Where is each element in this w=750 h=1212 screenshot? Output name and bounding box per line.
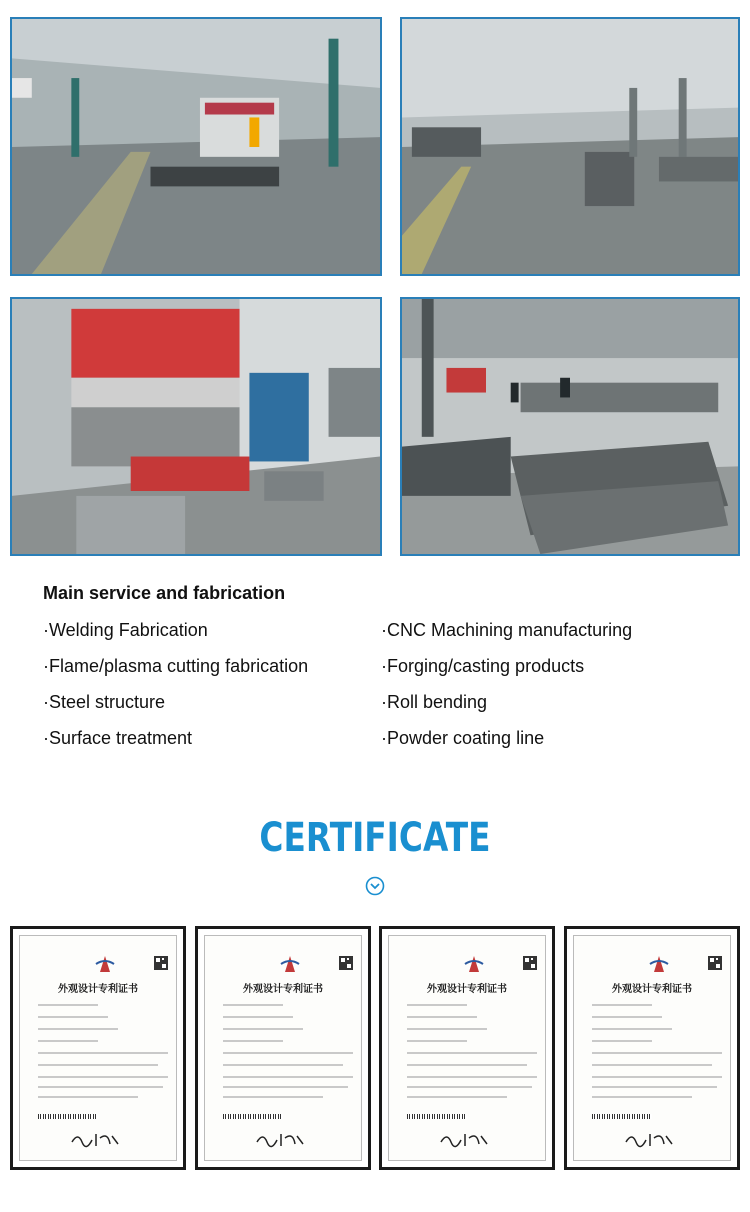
- service-item: ·Surface treatment: [43, 728, 193, 748]
- patent-seal-icon: [277, 954, 303, 974]
- factory-photo-press-brake: [10, 297, 382, 556]
- certificate-title: 外观设计专利证书: [612, 984, 692, 995]
- certificate-title: 外观设计专利证书: [58, 984, 138, 995]
- factory-photo-steel-plates: [400, 297, 740, 556]
- certificate-1: [10, 926, 186, 1170]
- qr-code-icon: [154, 956, 168, 970]
- qr-code-icon: [708, 956, 722, 970]
- signature: [624, 1130, 674, 1148]
- service-item: ·Steel structure: [43, 692, 166, 712]
- certificate-4: [564, 926, 740, 1170]
- signature: [255, 1130, 305, 1148]
- patent-seal-icon: [92, 954, 118, 974]
- qr-code-icon: [339, 956, 353, 970]
- service-item: ·Flame/plasma cutting fabrication: [43, 656, 309, 676]
- service-item: ·Forging/casting products: [381, 656, 585, 676]
- certificate-heading: CERTIFICATE: [259, 815, 491, 861]
- service-item: ·Welding Fabrication: [43, 620, 208, 640]
- patent-seal-icon: [646, 954, 672, 974]
- chevron-down-circle-icon: [365, 876, 385, 896]
- signature: [439, 1130, 489, 1148]
- service-item: ·Powder coating line: [381, 728, 545, 748]
- qr-code-icon: [523, 956, 537, 970]
- certificate-title: 外观设计专利证书: [427, 984, 507, 995]
- certificate-2: [195, 926, 371, 1170]
- service-item: ·Roll bending: [381, 692, 488, 712]
- certificate-3: [379, 926, 555, 1170]
- patent-seal-icon: [461, 954, 487, 974]
- service-item: ·CNC Machining manufacturing: [381, 620, 633, 640]
- signature: [70, 1130, 120, 1148]
- services-title: Main service and fabrication: [43, 583, 286, 603]
- factory-photo-warehouse-floor: [400, 17, 740, 276]
- factory-photo-press-brake-line: [10, 17, 382, 276]
- certificate-title: 外观设计专利证书: [243, 984, 323, 995]
